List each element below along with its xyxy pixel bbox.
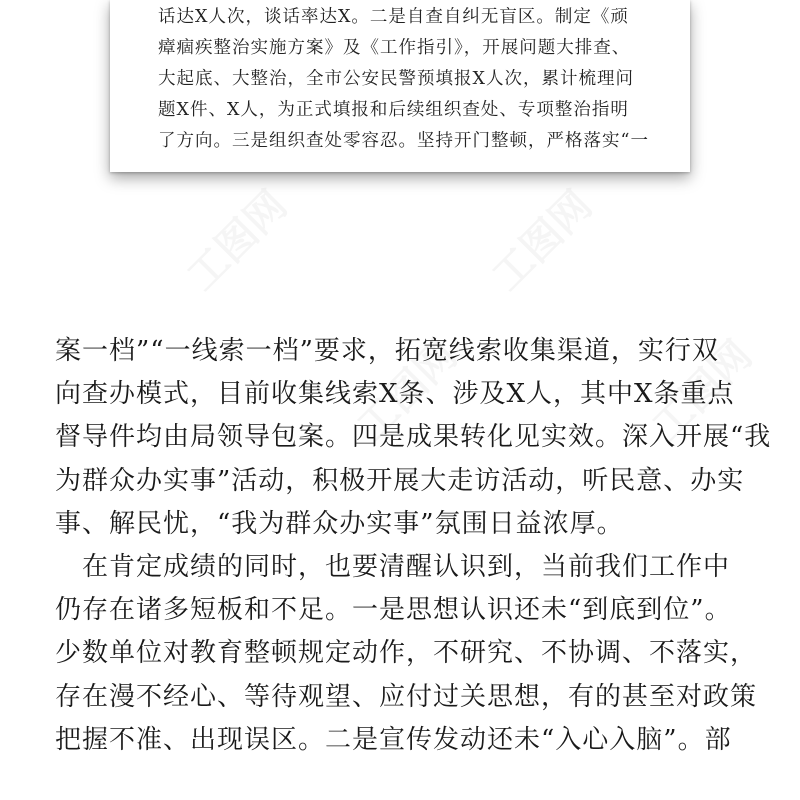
card-line: 题X件、X人，为正式填报和后续组织查处、专项整治指明 xyxy=(158,100,629,120)
body-line: 在肯定成绩的同时，也要清醒认识到，当前我们工作中 xyxy=(55,552,731,583)
watermark: 工图网 xyxy=(483,182,602,300)
body-line: 向查办模式，目前收集线索X条、涉及X人，其中X条重点 xyxy=(55,379,735,410)
excerpt-card xyxy=(110,0,690,172)
body-line: 存在漫不经心、等待观望、应付过关思想，有的甚至对政策 xyxy=(55,681,758,712)
watermark: 工图网 xyxy=(178,182,297,300)
body-line: 把握不准、出现误区。二是宣传发动还未“入心入脑”。部 xyxy=(55,724,732,755)
card-line: 了方向。三是组织查处零容忍。坚持开门整顿，严格落实“一 xyxy=(158,131,649,151)
body-line: 仍存在诸多短板和不足。一是思想认识还未“到底到位”。 xyxy=(55,595,732,626)
body-line: 督导件均由局领导包案。四是成果转化见实效。深入开展“我 xyxy=(55,422,772,453)
body-line: 少数单位对教育整顿规定动作，不研究、不协调、不落实， xyxy=(55,638,758,669)
card-line: 大起底、大整治，全市公安民警预填报X人次，累计梳理问 xyxy=(158,69,634,89)
excerpt-card-text xyxy=(158,2,658,157)
watermark: 工图网 xyxy=(643,332,762,450)
body-line: 事、解民忧，“我为群众办实事”氛围日益浓厚。 xyxy=(55,508,624,539)
card-line: 瘴痼疾整治实施方案》及《工作指引》，开展问题大排查、 xyxy=(158,38,631,58)
card-line: 话达X人次，谈话率达X。二是自查自纠无盲区。制定《顽 xyxy=(158,7,629,27)
document-body xyxy=(55,330,772,762)
watermark: 工图网 xyxy=(348,332,467,450)
body-line: 为群众办实事”活动，积极开展大走访活动，听民意、办实 xyxy=(55,465,745,496)
body-line: 案一档”“一线索一档”要求，拓宽线索收集渠道，实行双 xyxy=(55,336,719,366)
